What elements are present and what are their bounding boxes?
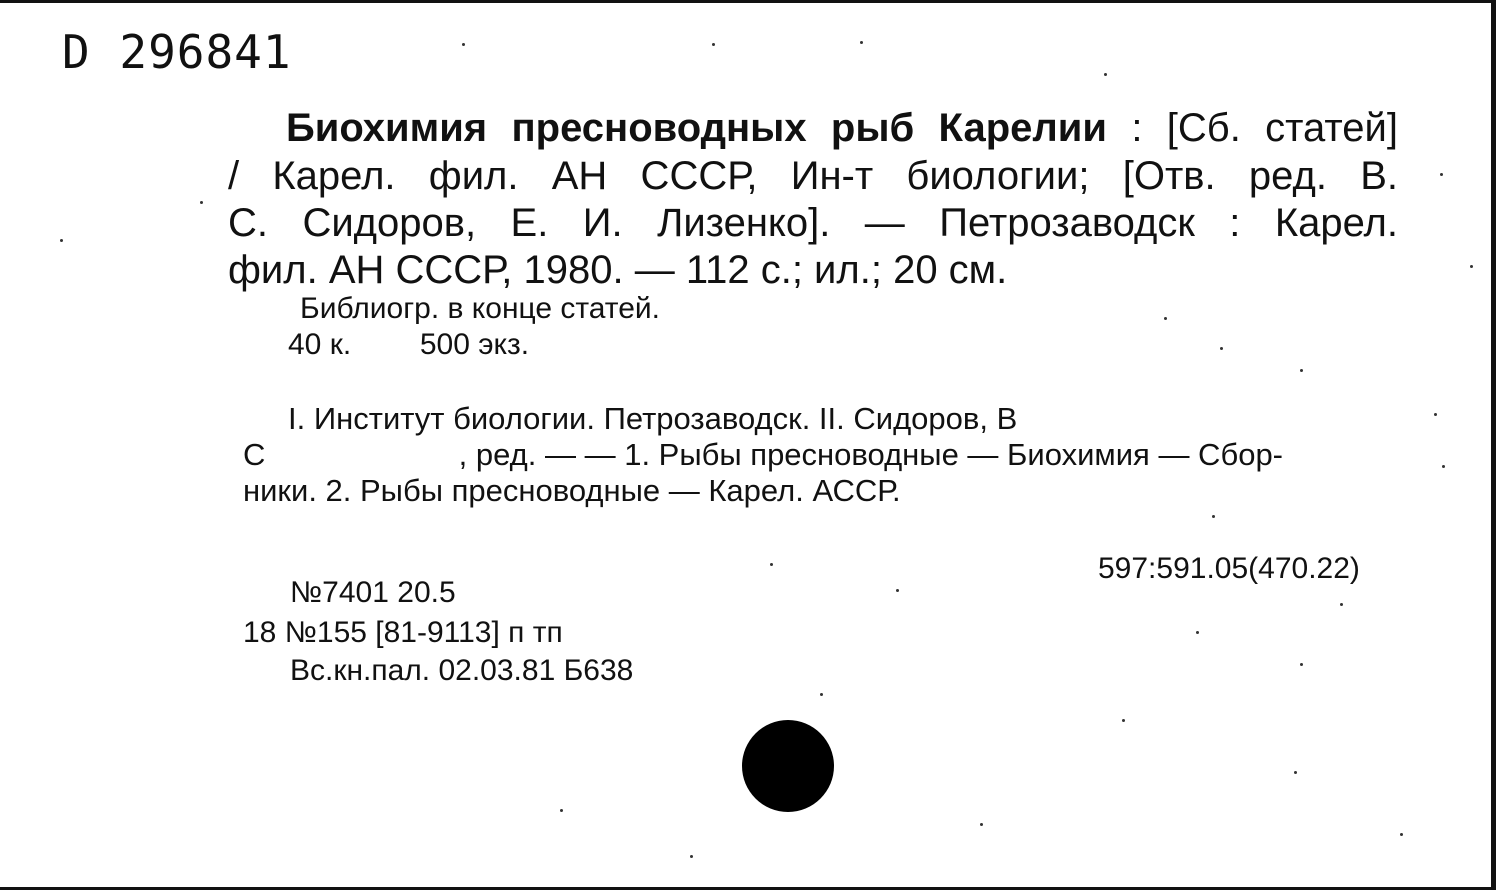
scan-speck bbox=[1300, 663, 1303, 666]
scan-speck bbox=[860, 41, 863, 44]
scan-speck bbox=[896, 589, 899, 592]
scan-speck bbox=[1440, 173, 1443, 176]
subjects-line-3: ники. 2. Рыбы пресноводные — Карел. АССР. bbox=[243, 473, 901, 508]
book-title: Биохимия пресноводных рыб Карелии bbox=[286, 106, 1107, 150]
scan-speck bbox=[1164, 317, 1167, 320]
scan-speck bbox=[1122, 719, 1125, 722]
subjects-line-1: I. Институт биологии. Петрозаводск. II. Сидоров, В bbox=[288, 401, 1018, 436]
scan-speck bbox=[200, 201, 203, 204]
scan-speck bbox=[1434, 413, 1437, 416]
scan-speck bbox=[462, 43, 465, 46]
scan-speck bbox=[1220, 347, 1223, 350]
subjects-line-2 bbox=[243, 437, 1283, 473]
entry-line-3: С. Сидоров, Е. И. Лизенко]. — Петрозаводск : Карел. bbox=[228, 201, 1398, 245]
classification-code: 597:591.05(470.22) bbox=[1098, 552, 1360, 585]
bibliography-note: Библиогр. в конце статей. bbox=[300, 292, 660, 325]
scan-speck bbox=[1196, 631, 1199, 634]
entry-line-1 bbox=[286, 105, 1398, 151]
imprint-line-1: №7401 20.5 bbox=[290, 576, 456, 609]
scan-speck bbox=[1104, 73, 1107, 76]
imprint-line-3: Вс.кн.пал. 02.03.81 Б638 bbox=[290, 654, 634, 687]
scan-speck bbox=[1400, 833, 1403, 836]
scan-speck bbox=[1442, 465, 1445, 468]
scan-speck bbox=[1212, 515, 1215, 518]
scan-speck bbox=[560, 809, 563, 812]
scan-speck bbox=[1294, 771, 1297, 774]
entry-line-4: фил. АН СССР, 1980. — 112 с.; ил.; 20 см. bbox=[228, 248, 1008, 292]
scan-speck bbox=[712, 43, 715, 46]
subjects-line-2-rest: , ред. — — 1. Рыбы пресноводные — Биохимия — Сбор- bbox=[458, 437, 1284, 472]
imprint-line-2 bbox=[243, 615, 563, 651]
scan-speck bbox=[60, 239, 63, 242]
imprint-numbers: №155 [81-9113] п тп bbox=[284, 616, 563, 649]
scan-speck bbox=[980, 823, 983, 826]
scan-speck bbox=[1470, 265, 1473, 268]
entry-line-1-rest: : [Сб. статей] bbox=[1131, 106, 1398, 150]
price: 40 к. bbox=[288, 328, 352, 361]
price-line bbox=[288, 327, 529, 363]
scan-speck bbox=[1340, 603, 1343, 606]
card-id: D 296841 bbox=[62, 25, 292, 79]
scan-speck bbox=[770, 563, 773, 566]
scan-speck bbox=[1300, 369, 1303, 372]
subjects-initial: С bbox=[243, 437, 266, 472]
punch-hole bbox=[742, 720, 834, 812]
scan-speck bbox=[690, 855, 693, 858]
entry-line-2: / Карел. фил. АН СССР, Ин-т биологии; [Отв. ред. В. bbox=[228, 154, 1398, 198]
imprint-prefix: 18 bbox=[243, 616, 277, 649]
copies: 500 экз. bbox=[419, 328, 530, 361]
scan-speck bbox=[820, 693, 823, 696]
